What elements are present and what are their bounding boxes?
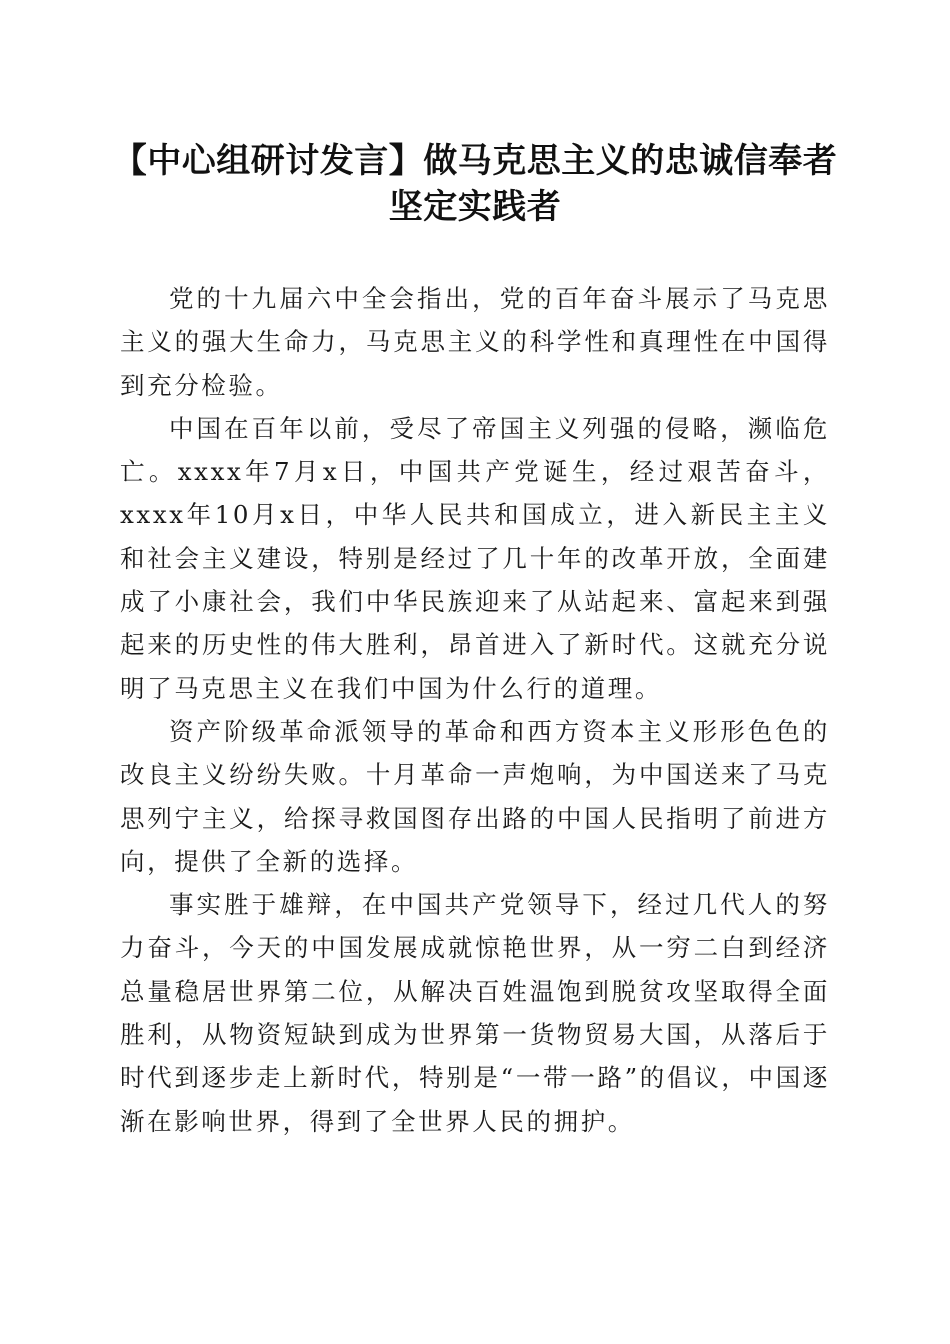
document-title: 【中心组研讨发言】做马克思主义的忠诚信奉者坚定实践者 bbox=[112, 141, 838, 227]
document-body bbox=[120, 277, 830, 1143]
paragraph-1: 党的十九届六中全会指出，党的百年奋斗展示了马克思主义的强大生命力，马克思主义的科学性和真理性在中国得到充分检验。 bbox=[120, 284, 830, 400]
paragraph-3: 资产阶级革命派领导的革命和西方资本主义形形色色的改良主义纷纷失败。十月革命一声炮响，为中国送来了马克思列宁主义，给探寻救国图存出路的中国人民指明了前进方向，提供了全新的选择。 bbox=[120, 716, 830, 876]
paragraph-2: 中国在百年以前，受尽了帝国主义列强的侵略，濒临危亡。xxxx年7月x日，中国共产党诞生，经过艰苦奋斗，xxxx年10月x日，中华人民共和国成立，进入新民主主义和社会主义建设，特别是经过了几十年的改革开放，全面建成了小康社会，我们中华民族迎来了从站起来、富起来到强起来的历史性的伟大胜利，昂首进入了新时代。这就充分说明了马克思主义在我们中国为什么行的道理。 bbox=[120, 413, 830, 703]
paragraph-4: 事实胜于雄辩，在中国共产党领导下，经过几代人的努力奋斗，今天的中国发展成就惊艳世界，从一穷二白到经济总量稳居世界第二位，从解决百姓温饱到脱贫攻坚取得全面胜利，从物资短缺到成为世界第一货物贸易大国，从落后于时代到逐步走上新时代，特别是“一带一路”的倡议，中国逐渐在影响世界，得到了全世界人民的拥护。 bbox=[120, 890, 830, 1136]
